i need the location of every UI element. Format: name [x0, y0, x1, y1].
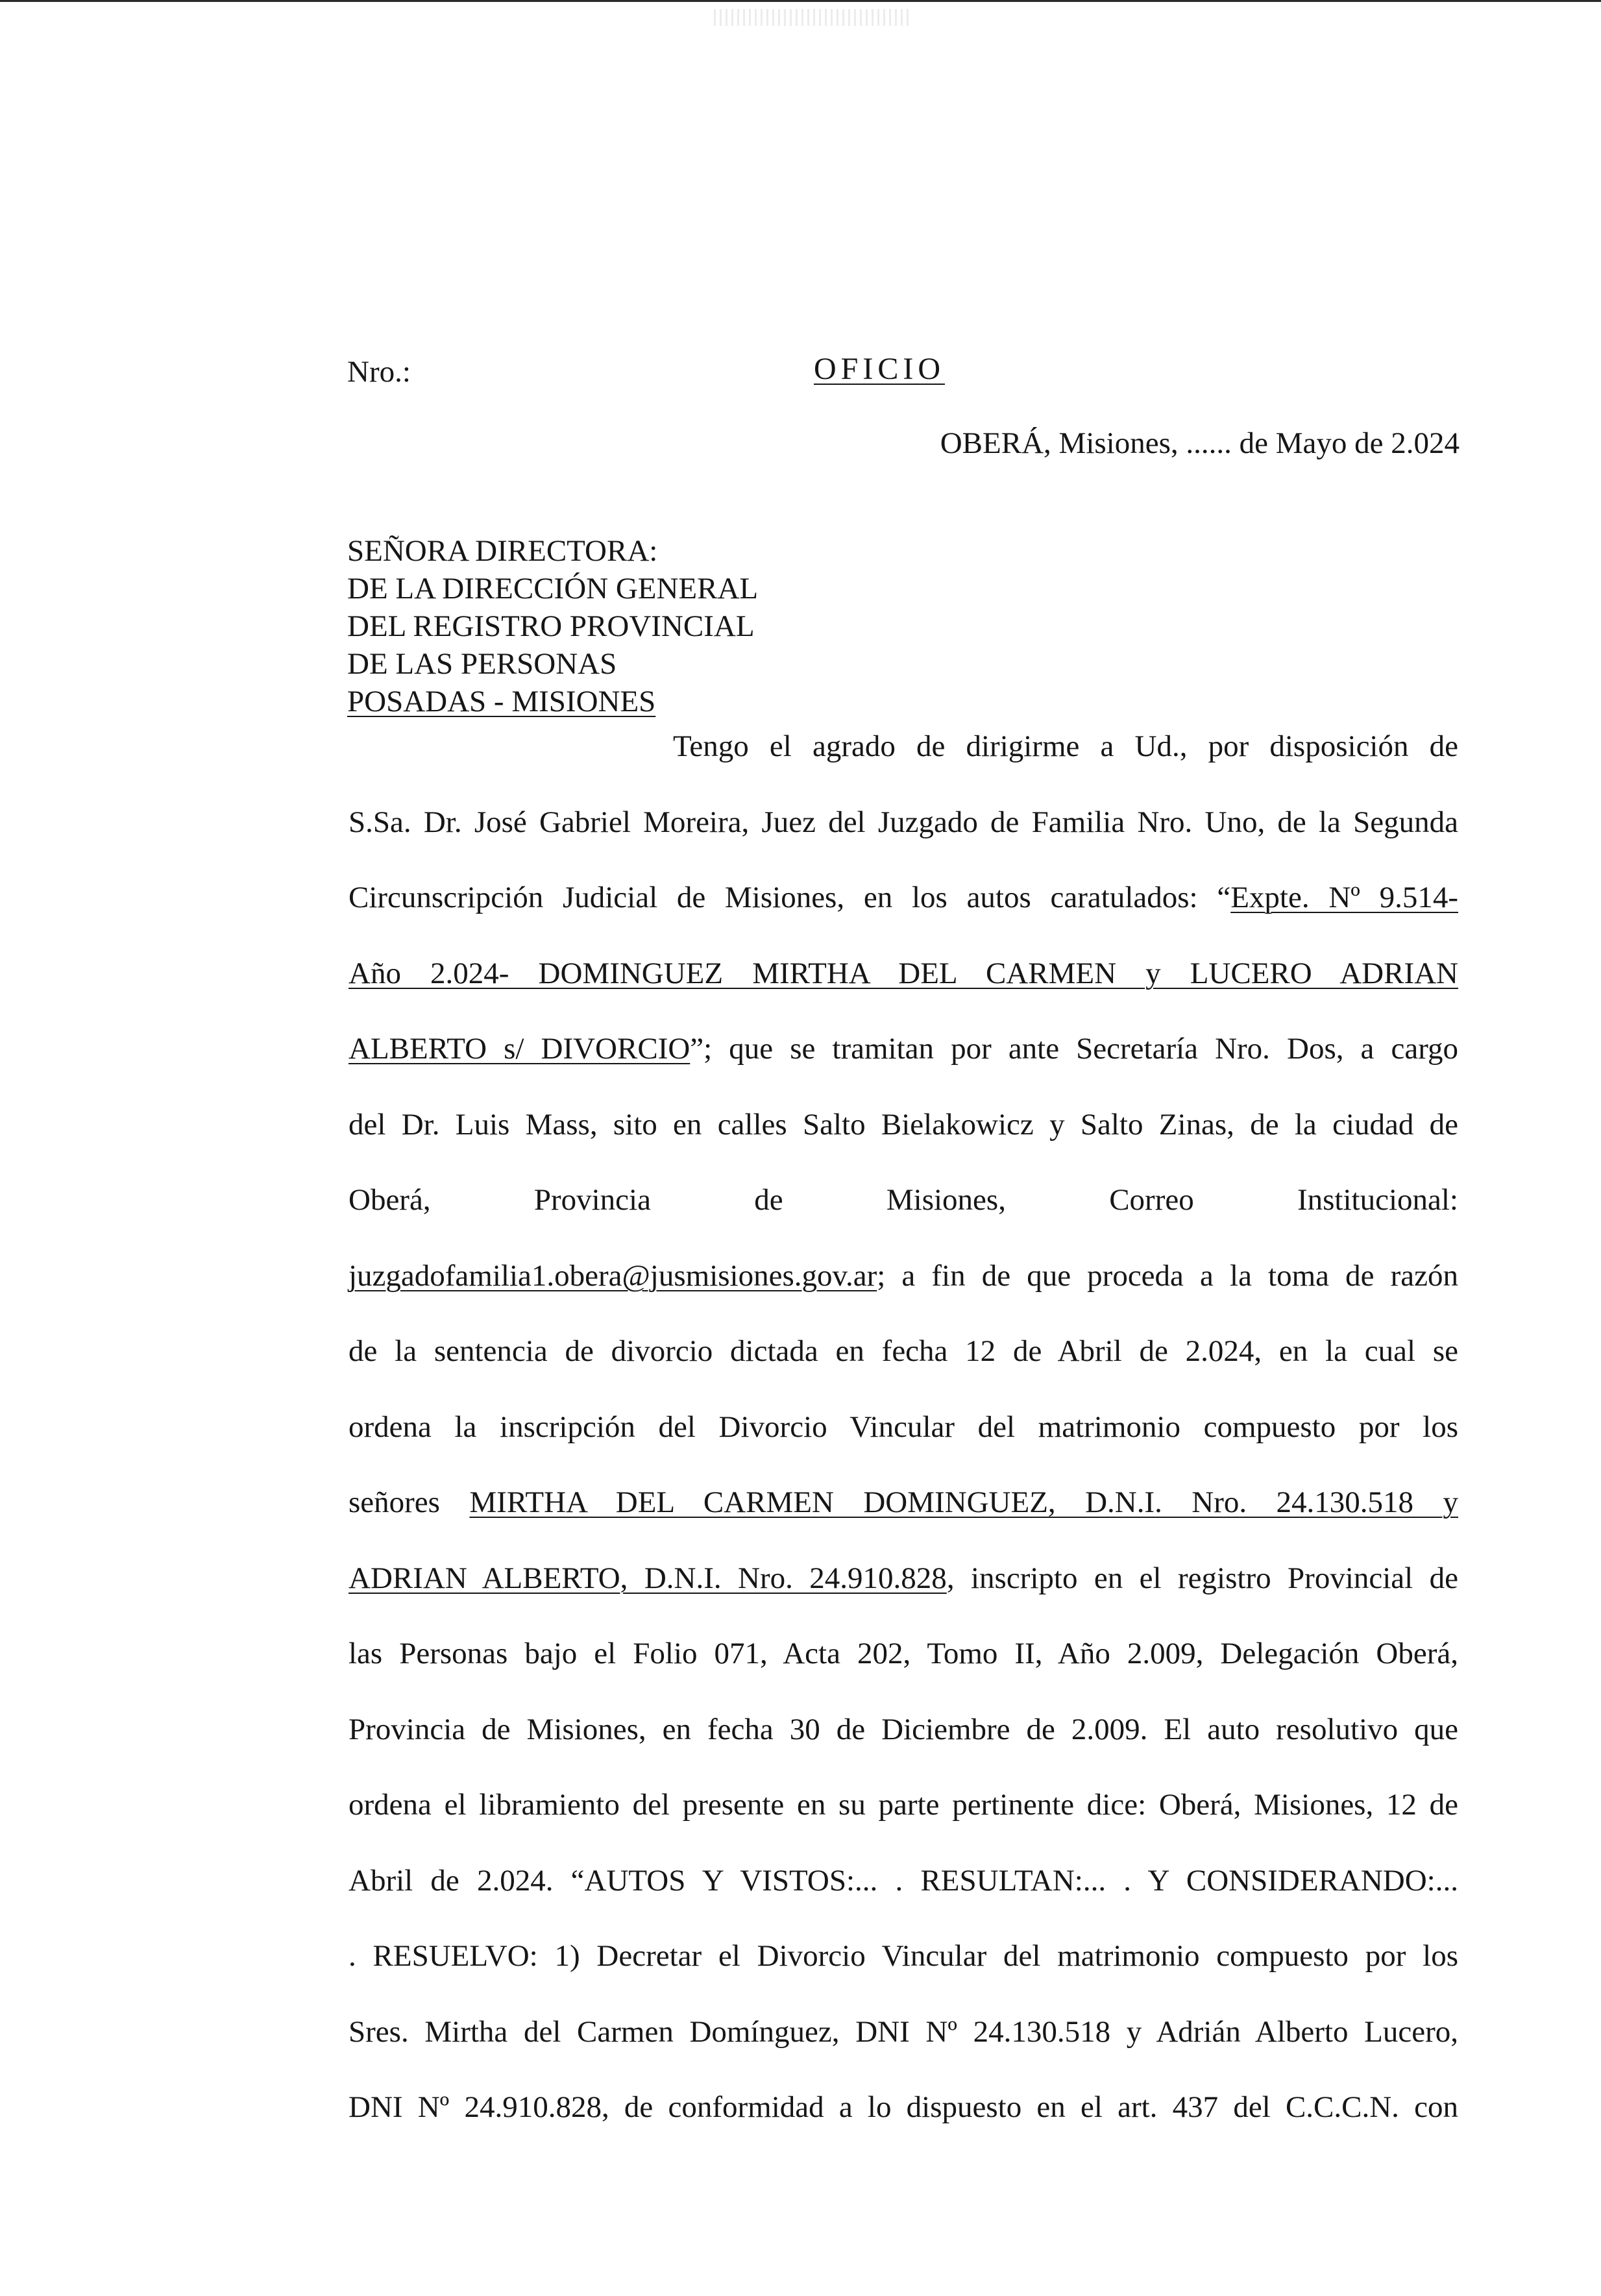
date-line: OBERÁ, Misiones, ...... de Mayo de 2.024	[940, 426, 1460, 460]
body-line	[348, 1031, 1458, 1106]
scan-artifact	[714, 9, 909, 26]
party-names: ADRIAN ALBERTO, D.N.I. Nro. 24.910.828	[348, 1561, 947, 1595]
body-line: del Dr. Luis Mass, sito en calles Salto Bielakowicz y Salto Zinas, de la ciudad de	[348, 1107, 1458, 1142]
addressee-line: DE LAS PERSONAS	[347, 647, 617, 681]
body-line: . RESUELVO: 1) Decretar el Divorcio Vincular del matrimonio compuesto por los	[348, 1939, 1458, 1973]
addressee-line-city: POSADAS - MISIONES	[347, 685, 656, 718]
body-line: ordena el libramiento del presente en su parte pertinente dice: Oberá, Misiones, 12 de	[348, 1788, 1458, 1822]
nro-label: Nro.:	[347, 355, 411, 389]
body-line: ordena la inscripción del Divorcio Vincular del matrimonio compuesto por los	[348, 1410, 1458, 1444]
body-text: señores	[348, 1485, 470, 1519]
body-line	[348, 1484, 1458, 1560]
body-line: Sres. Mirtha del Carmen Domínguez, DNI Nº 24.130.518 y Adrián Alberto Lucero,	[348, 2014, 1458, 2049]
scan-top-edge	[0, 0, 1601, 2]
body-line: S.Sa. Dr. José Gabriel Moreira, Juez del Juzgado de Familia Nro. Uno, de la Segunda	[348, 805, 1458, 839]
body-line	[348, 879, 1458, 955]
body-line	[348, 1258, 1458, 1334]
addressee-line: DE LA DIRECCIÓN GENERAL	[347, 572, 759, 605]
letter-body	[348, 728, 1458, 2165]
document-title: OFICIO	[814, 352, 946, 386]
addressee-line: SEÑORA DIRECTORA:	[347, 534, 658, 568]
body-text: , inscripto en el registro Provincial de	[946, 1561, 1459, 1595]
body-text: ”; que se tramitan por ante Secretaría Nro. Dos, a cargo	[690, 1032, 1459, 1066]
body-line: Oberá, Provincia de Misiones, Correo Institucional:	[348, 1183, 1458, 1217]
case-reference-line: Año 2.024- DOMINGUEZ MIRTHA DEL CARMEN y LUCERO ADRIAN	[348, 956, 1458, 990]
body-text: Circunscripción Judicial de Misiones, en los autos caratulados: “	[348, 881, 1231, 914]
party-names: MIRTHA DEL CARMEN DOMINGUEZ, D.N.I. Nro. 24.130.518 y	[469, 1485, 1458, 1519]
addressee-line: DEL REGISTRO PROVINCIAL	[347, 609, 755, 643]
body-line: las Personas bajo el Folio 071, Acta 202, Tomo II, Año 2.009, Delegación Oberá,	[348, 1637, 1458, 1670]
case-reference: Expte. Nº 9.514-	[1230, 881, 1459, 914]
case-reference: ALBERTO s/ DIVORCIO	[348, 1032, 691, 1066]
body-line: Provincia de Misiones, en fecha 30 de Diciembre de 2.009. El auto resolutivo que	[348, 1712, 1458, 1746]
body-line: Tengo el agrado de dirigirme a Ud., por disposición de	[673, 729, 1458, 763]
body-line: DNI Nº 24.910.828, de conformidad a lo dispuesto en el art. 437 del C.C.C.N. con	[348, 2090, 1458, 2124]
body-line: de la sentencia de divorcio dictada en fecha 12 de Abril de 2.024, en la cual se	[348, 1334, 1458, 1368]
body-line: Abril de 2.024. “AUTOS Y VISTOS:... . RESULTAN:... . Y CONSIDERANDO:...	[348, 1863, 1458, 1898]
body-line	[348, 1560, 1458, 1636]
addressee-block	[347, 532, 758, 720]
body-text: ; a fin de que proceda a la toma de razón	[877, 1258, 1458, 1293]
institutional-email: juzgadofamilia1.obera@jusmisiones.gov.ar	[348, 1258, 877, 1293]
